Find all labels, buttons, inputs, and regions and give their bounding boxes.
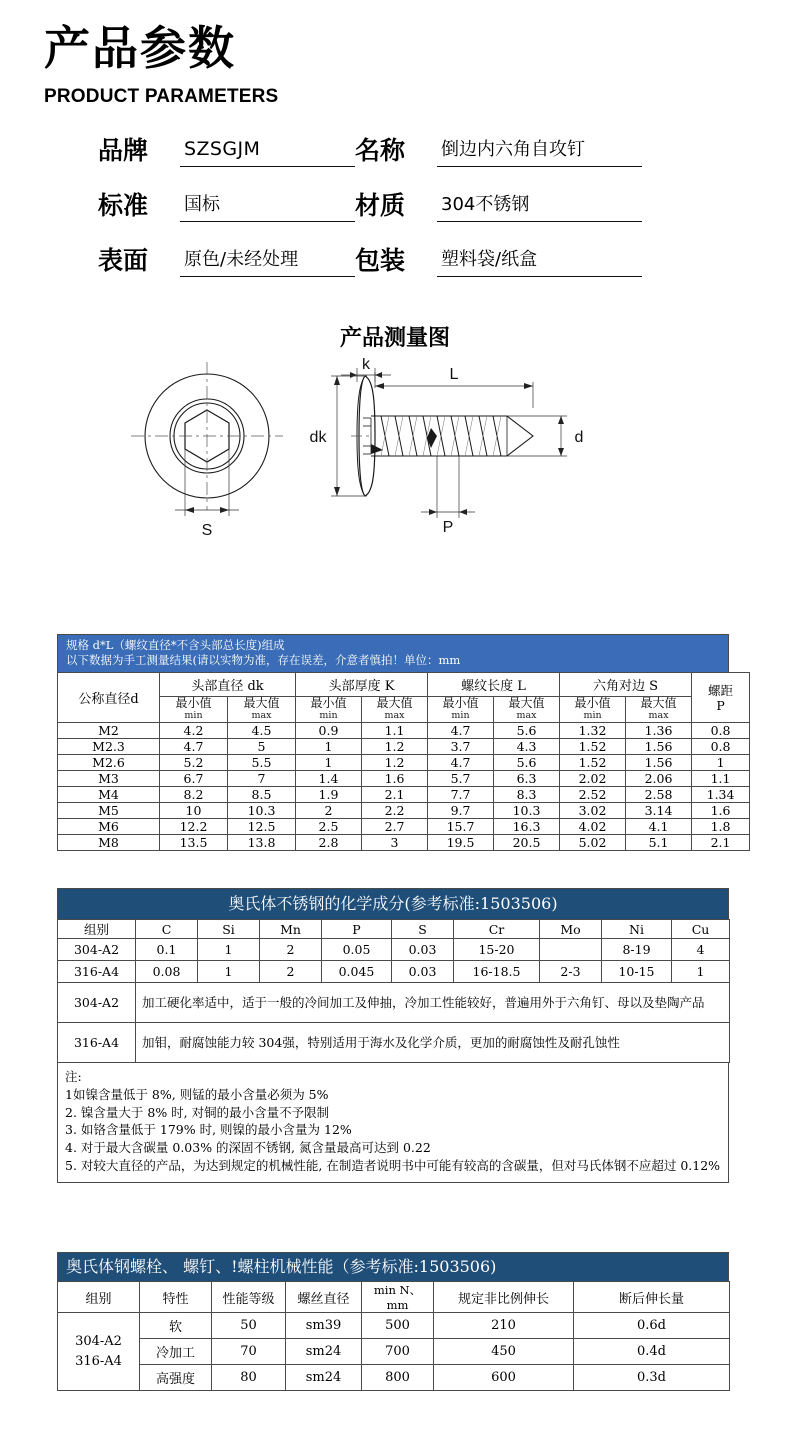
cell-value: 5.7	[428, 770, 494, 786]
cell-value: 3.7	[428, 738, 494, 754]
page-title: 产品参数	[44, 21, 236, 75]
table-row	[58, 834, 750, 850]
dimension-header-row-2	[58, 697, 750, 722]
cell-value: 1.4	[296, 770, 362, 786]
cell-value: 5.2	[160, 754, 228, 770]
chemistry-header-row	[58, 920, 730, 939]
cell-value: 5.02	[560, 834, 626, 850]
chemistry-table	[57, 919, 730, 1063]
cell-value: 2.58	[626, 786, 692, 802]
cell-value: 1.56	[626, 754, 692, 770]
dim-label-k: k	[362, 357, 370, 373]
chemistry-column-header: Si	[198, 920, 260, 939]
cell-value: 50	[212, 1313, 286, 1339]
mechanical-column-header: 性能等级	[212, 1282, 286, 1313]
chemistry-column-header: P	[322, 920, 392, 939]
description-text: 加钼，耐腐蚀能力较 304强，特别适用于海水及化学介质，更加的耐腐蚀性及耐孔蚀性	[136, 1023, 730, 1063]
cell-value: 7	[228, 770, 296, 786]
th-dk-min: 最小值 min	[160, 697, 228, 722]
dimension-table-body	[58, 722, 750, 850]
cell-value: 15-20	[454, 939, 540, 961]
cell-value: 9.7	[428, 802, 494, 818]
cell-value: 3	[362, 834, 428, 850]
th-group-s: 六角对边 S	[560, 673, 692, 697]
cell-value: 1.52	[560, 754, 626, 770]
cell-value: 1.6	[362, 770, 428, 786]
mechanical-column-header: min N、mm	[362, 1282, 434, 1313]
dimension-banner-line2: 以下数据为手工测量结果(请以实物为准，存在误差，介意者慎拍！单位：mm	[66, 653, 461, 668]
cell-value: 2.2	[362, 802, 428, 818]
th-s-min: 最小值 min	[560, 697, 626, 722]
cell-value: 2.7	[362, 818, 428, 834]
chemistry-column-header: Ni	[602, 920, 672, 939]
note-line: 1如镍含量低于 8%, 则锰的最小含量必须为 5%	[65, 1086, 329, 1102]
material-label: 材质	[355, 190, 406, 220]
screw-top-view	[131, 362, 283, 516]
cell-value: 2.8	[296, 834, 362, 850]
cell-value: 19.5	[428, 834, 494, 850]
th-l-min: 最小值 min	[428, 697, 494, 722]
cell-value: 1.2	[362, 754, 428, 770]
mechanical-table-body	[58, 1313, 730, 1391]
table-row	[58, 770, 750, 786]
cell-value: 1.1	[692, 770, 750, 786]
table-row	[58, 738, 750, 754]
surface-label: 表面	[98, 245, 149, 275]
dimension-table-banner	[57, 634, 729, 672]
cell-value: 8.3	[494, 786, 560, 802]
cell-value: 10-15	[602, 961, 672, 983]
mechanical-column-header: 断后伸长量	[574, 1282, 730, 1313]
chemistry-column-header: 组别	[58, 920, 136, 939]
cell-value: 1.56	[626, 738, 692, 754]
cell-size-name: M4	[58, 786, 160, 802]
description-row	[58, 983, 730, 1023]
cell-size-name: M8	[58, 834, 160, 850]
dimension-banner-line1: 规格 d*L（螺纹直径*不含头部总长度)组成	[66, 638, 285, 652]
cell-value: 1.52	[560, 738, 626, 754]
cell-value: 2-3	[540, 961, 602, 983]
table-row	[58, 939, 730, 961]
th-s-max: 最大值 max	[626, 697, 692, 722]
th-group-dk: 头部直径 dk	[160, 673, 296, 697]
cell-value: 3.02	[560, 802, 626, 818]
cell-value: 5.6	[494, 722, 560, 738]
cell-value: 1.34	[692, 786, 750, 802]
page-subtitle: PRODUCT PARAMETERS	[44, 85, 279, 107]
cell-size-name: M2.6	[58, 754, 160, 770]
cell-value: 2.02	[560, 770, 626, 786]
cell-value: 2.52	[560, 786, 626, 802]
cell-value: 5	[228, 738, 296, 754]
mechanical-column-header: 螺丝直径	[286, 1282, 362, 1313]
cell-value: 210	[434, 1313, 574, 1339]
cell-value: 0.6d	[574, 1313, 730, 1339]
cell-value: 1	[296, 738, 362, 754]
description-group: 316-A4	[58, 1023, 136, 1063]
mechanical-table	[57, 1281, 730, 1391]
chemistry-table-body	[58, 939, 730, 1063]
chemistry-notes	[57, 1063, 729, 1183]
cell-value: 2.1	[362, 786, 428, 802]
cell-value: 20.5	[494, 834, 560, 850]
cell-value: 10.3	[228, 802, 296, 818]
notes-list	[65, 1086, 721, 1175]
mechanical-group-cell	[58, 1313, 140, 1391]
cell-value: 2	[260, 939, 322, 961]
cell-value: 600	[434, 1365, 574, 1391]
th-dk-max: 最大值 max	[228, 697, 296, 722]
cell-value: 0.3d	[574, 1365, 730, 1391]
standard-value: 国标	[180, 194, 355, 222]
table-row	[58, 1339, 730, 1365]
specification-fields	[0, 135, 790, 277]
cell-value: 高强度	[140, 1365, 212, 1391]
diagram-title: 产品测量图	[339, 325, 450, 351]
th-pitch	[692, 673, 750, 722]
cell-value: 8.5	[228, 786, 296, 802]
table-row	[58, 754, 750, 770]
th-pitch-cn: 螺距	[708, 682, 734, 698]
cell-value: 304-A2	[58, 939, 136, 961]
mechanical-column-header: 组别	[58, 1282, 140, 1313]
material-value: 304不锈钢	[437, 194, 642, 222]
dim-label-d: d	[574, 428, 584, 446]
chemistry-table-block	[57, 888, 729, 1183]
cell-value: sm24	[286, 1339, 362, 1365]
brand-value: SZSGJM	[180, 138, 355, 167]
cell-value: 700	[362, 1339, 434, 1365]
brand-label: 品牌	[98, 135, 149, 165]
chemistry-column-header: Cu	[672, 920, 730, 939]
surface-value: 原色/未经处理	[180, 249, 355, 277]
table-row	[58, 818, 750, 834]
cell-value: 80	[212, 1365, 286, 1391]
description-row	[58, 1023, 730, 1063]
chemistry-column-header: Mn	[260, 920, 322, 939]
dimension-table	[57, 672, 750, 850]
cell-value: 10.3	[494, 802, 560, 818]
cell-value: 1	[198, 961, 260, 983]
mechanical-header-row	[58, 1282, 730, 1313]
cell-value: 1.2	[362, 738, 428, 754]
cell-value: 4.1	[626, 818, 692, 834]
cell-value: 15.7	[428, 818, 494, 834]
name-label: 名称	[355, 135, 406, 165]
cell-size-name: M3	[58, 770, 160, 786]
measurement-diagram-section	[0, 321, 790, 543]
cell-value: 0.045	[322, 961, 392, 983]
note-line: 5. 对较大直径的产品，为达到规定的机械性能, 在制造者说明书中可能有较高的含碳量，但对马氏体钢不应超过 0.12%	[65, 1157, 721, 1173]
chemistry-column-header: C	[136, 920, 198, 939]
notes-title: 注:	[65, 1069, 82, 1085]
note-line: 3. 如铬含量低于 179% 时, 则镍的最小含量为 12%	[65, 1122, 352, 1138]
th-k-max: 最大值 max	[362, 697, 428, 722]
cell-value: 1.8	[692, 818, 750, 834]
cell-value: 450	[434, 1339, 574, 1365]
cell-value: 1	[296, 754, 362, 770]
cell-size-name: M2.3	[58, 738, 160, 754]
dimension-table-block	[57, 634, 735, 851]
cell-value: 16-18.5	[454, 961, 540, 983]
group-line-1: 304-A2	[75, 1334, 122, 1350]
table-row	[58, 722, 750, 738]
page-header	[0, 0, 790, 108]
cell-value: 1	[198, 939, 260, 961]
cell-value: 13.5	[160, 834, 228, 850]
group-line-2: 316-A4	[75, 1353, 122, 1369]
mechanical-column-header: 规定非比例伸长	[434, 1282, 574, 1313]
mechanical-table-block	[57, 1252, 729, 1391]
cell-value: 2.5	[296, 818, 362, 834]
dim-label-s: S	[201, 521, 213, 539]
cell-value: 0.1	[136, 939, 198, 961]
cell-value: 4.3	[494, 738, 560, 754]
cell-value: 2.1	[692, 834, 750, 850]
standard-label: 标准	[98, 190, 149, 220]
cell-value: 4	[672, 939, 730, 961]
note-line: 2. 镍含量大于 8% 时, 对铜的最小含量不予限制	[65, 1104, 330, 1120]
th-pitch-en: P	[716, 697, 725, 713]
cell-value: 1.6	[692, 802, 750, 818]
cell-value: 6.3	[494, 770, 560, 786]
chemistry-table-banner: 奥氏体不锈钢的化学成分(参考标准:1503506)	[57, 888, 729, 919]
dim-label-l: L	[449, 365, 459, 383]
cell-value: 6.7	[160, 770, 228, 786]
cell-value: 13.8	[228, 834, 296, 850]
cell-value: 5.5	[228, 754, 296, 770]
th-group-k: 头部厚度 K	[296, 673, 428, 697]
cell-value: sm39	[286, 1313, 362, 1339]
cell-value: 软	[140, 1313, 212, 1339]
dimension-header-row-1	[58, 673, 750, 697]
cell-value: 0.05	[322, 939, 392, 961]
cell-value: 5.1	[626, 834, 692, 850]
cell-value: 4.7	[428, 722, 494, 738]
mechanical-table-banner: 奥氏体钢螺栓、 螺钉、!螺柱机械性能（参考标准:1503506)	[57, 1252, 729, 1281]
cell-value: 冷加工	[140, 1339, 212, 1365]
th-k-min: 最小值 min	[296, 697, 362, 722]
cell-value: 4.2	[160, 722, 228, 738]
cell-value: 316-A4	[58, 961, 136, 983]
cell-value: 3.14	[626, 802, 692, 818]
th-group-l: 螺纹长度 L	[428, 673, 560, 697]
table-row	[58, 1313, 730, 1339]
mechanical-column-header: 特性	[140, 1282, 212, 1313]
cell-value: 1.36	[626, 722, 692, 738]
cell-value: 8.2	[160, 786, 228, 802]
cell-value: 0.8	[692, 722, 750, 738]
cell-value	[540, 939, 602, 961]
cell-value: 12.2	[160, 818, 228, 834]
cell-value: 1	[692, 754, 750, 770]
cell-value: 4.7	[428, 754, 494, 770]
cell-value: 0.4d	[574, 1339, 730, 1365]
chemistry-column-header: S	[392, 920, 454, 939]
cell-value: 4.7	[160, 738, 228, 754]
cell-value: 1.1	[362, 722, 428, 738]
cell-size-name: M2	[58, 722, 160, 738]
table-row	[58, 961, 730, 983]
cell-value: 8-19	[602, 939, 672, 961]
cell-value: 5.6	[494, 754, 560, 770]
cell-value: 0.03	[392, 939, 454, 961]
cell-value: 1.32	[560, 722, 626, 738]
cell-value: 0.8	[692, 738, 750, 754]
cell-value: 12.5	[228, 818, 296, 834]
note-line: 4. 对于最大含碳量 0.03% 的深固不锈钢, 氮含量最高可达到 0.22	[65, 1140, 431, 1156]
cell-value: sm24	[286, 1365, 362, 1391]
dim-label-dk: dk	[309, 428, 327, 446]
cell-value: 4.5	[228, 722, 296, 738]
cell-value: 7.7	[428, 786, 494, 802]
cell-value: 0.08	[136, 961, 198, 983]
description-text: 加工硬化率适中，适于一般的冷间加工及伸抽，冷加工性能较好，普遍用外于六角钉、母以及垫陶产品	[136, 983, 730, 1023]
cell-value: 800	[362, 1365, 434, 1391]
dim-label-p: P	[442, 518, 454, 536]
cell-value: 10	[160, 802, 228, 818]
screw-measurement-drawing	[115, 358, 675, 543]
cell-size-name: M6	[58, 818, 160, 834]
cell-value: 0.03	[392, 961, 454, 983]
cell-value: 0.9	[296, 722, 362, 738]
cell-value: 4.02	[560, 818, 626, 834]
package-value: 塑料袋/纸盒	[437, 249, 642, 277]
th-nominal-diameter: 公称直径d	[58, 673, 160, 722]
cell-value: 2	[296, 802, 362, 818]
chemistry-column-header: Cr	[454, 920, 540, 939]
chemistry-column-header: Mo	[540, 920, 602, 939]
table-row	[58, 802, 750, 818]
cell-value: 1.9	[296, 786, 362, 802]
cell-size-name: M5	[58, 802, 160, 818]
screw-side-view	[331, 365, 567, 518]
name-value: 倒边内六角自攻钉	[437, 139, 642, 167]
cell-value: 1	[672, 961, 730, 983]
table-row	[58, 786, 750, 802]
cell-value: 70	[212, 1339, 286, 1365]
package-label: 包装	[355, 245, 406, 275]
th-l-max: 最大值 max	[494, 697, 560, 722]
cell-value: 2	[260, 961, 322, 983]
cell-value: 16.3	[494, 818, 560, 834]
cell-value: 500	[362, 1313, 434, 1339]
table-row	[58, 1365, 730, 1391]
cell-value: 2.06	[626, 770, 692, 786]
description-group: 304-A2	[58, 983, 136, 1023]
